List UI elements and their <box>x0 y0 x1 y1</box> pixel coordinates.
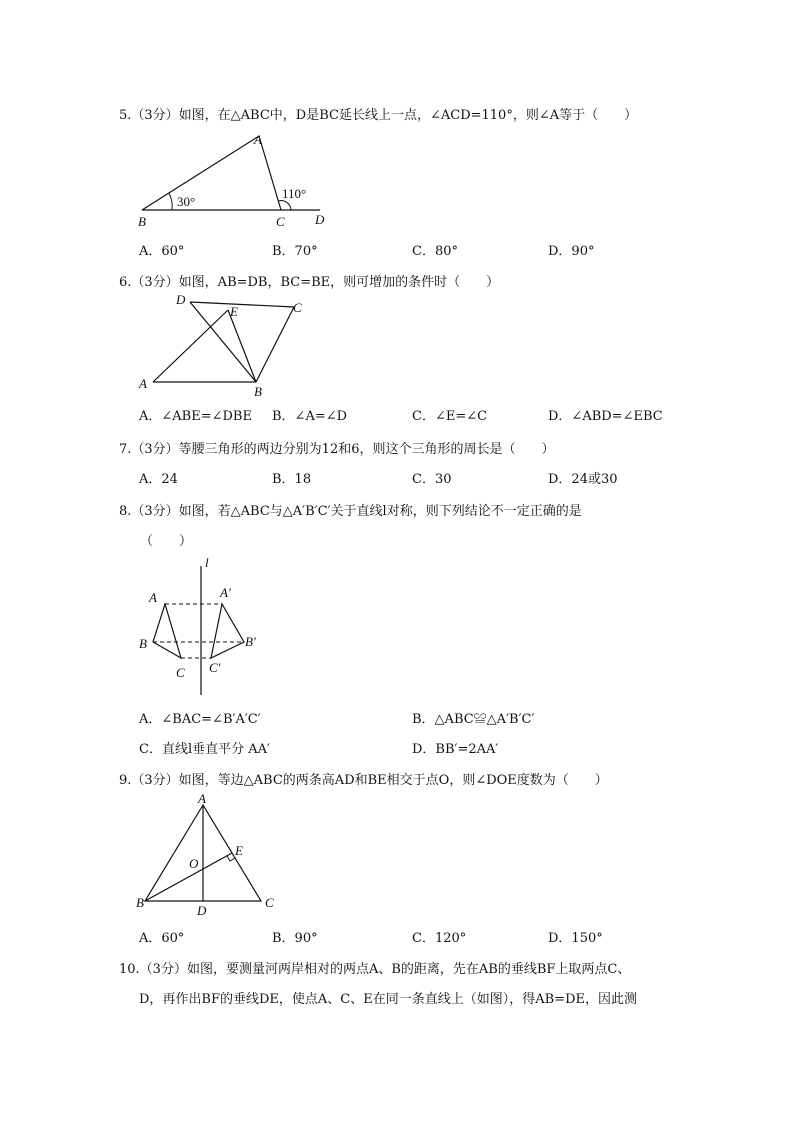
q7-option-b[interactable]: B．18 <box>272 472 312 487</box>
q5-label-D: D <box>315 212 325 227</box>
q8-label-A: A <box>149 590 157 605</box>
q6-label-B: B <box>254 384 262 399</box>
q9-label-A: A <box>198 791 206 806</box>
q5-option-a[interactable]: A．60° <box>139 244 185 259</box>
q9-label-E: E <box>235 843 243 858</box>
question-6-stem: 6.（3分）如图，AB=DB，BC=BE，则可增加的条件时（ ） <box>119 275 500 290</box>
q8-option-b[interactable]: B．△ABC≌△A′B′C′ <box>412 712 535 727</box>
q6-label-D: D <box>176 292 186 307</box>
q5-option-b[interactable]: B．70° <box>272 244 318 259</box>
question-10-line1: 10.（3分）如图，要测量河两岸相对的两点A、B的距离，先在AB的垂线BF上取两点C、 <box>119 962 631 977</box>
q9-option-b[interactable]: B．90° <box>272 931 318 946</box>
q5-option-d[interactable]: D．90° <box>548 244 595 259</box>
q8-option-d[interactable]: D．BB′=2AA′ <box>412 742 499 757</box>
q7-option-a[interactable]: A．24 <box>139 472 178 487</box>
question-10-line2: D，再作出BF的垂线DE，使点A、C、E在同一条直线上（如图），得AB=DE，因此测 <box>139 992 637 1007</box>
q6-option-c[interactable]: C．∠E=∠C <box>412 409 488 424</box>
q9-label-D: D <box>197 903 207 918</box>
question-7-stem: 7.（3分）等腰三角形的两边分别为12和6，则这个三角形的周长是（ ） <box>119 442 555 457</box>
q6-option-b[interactable]: B．∠A=∠D <box>272 409 348 424</box>
q5-option-c[interactable]: C．80° <box>412 244 458 259</box>
q6-option-d[interactable]: D．∠ABD=∠EBC <box>548 409 663 424</box>
q9-option-d[interactable]: D．150° <box>548 931 603 946</box>
q5-label-C: C <box>276 214 285 229</box>
q6-label-A: A <box>139 376 147 391</box>
q8-label-B-prime: B′ <box>245 634 256 649</box>
question-5-figure <box>132 128 342 230</box>
question-8-stem-line2: （ ） <box>140 534 193 549</box>
q8-option-c[interactable]: C．直线l垂直平分 AA′ <box>139 742 270 757</box>
q8-label-A-prime: A′ <box>220 585 231 600</box>
q9-option-a[interactable]: A．60° <box>139 931 185 946</box>
q8-label-C-prime: C′ <box>209 660 221 675</box>
question-8-figure <box>132 552 272 700</box>
question-9-stem: 9.（3分）如图，等边△ABC的两条高AD和BE相交于点O，则∠DOE度数为（ ） <box>119 773 608 788</box>
q9-label-C: C <box>265 895 274 910</box>
question-6-figure <box>132 290 322 402</box>
q5-angle-acd-label: 110° <box>282 186 307 201</box>
q6-label-E: E <box>230 304 238 319</box>
question-5-stem: 5.（3分）如图，在△ABC中，D是BC延长线上一点，∠ACD=110°，则∠A等于（ ） <box>119 108 638 123</box>
q7-option-d[interactable]: D．24或30 <box>548 472 618 487</box>
q9-option-c[interactable]: C．120° <box>412 931 467 946</box>
q9-label-B: B <box>136 895 144 910</box>
q7-option-c[interactable]: C．30 <box>412 472 452 487</box>
q8-label-l: l <box>205 555 209 570</box>
q8-label-B: B <box>139 636 147 651</box>
question-9-figure <box>132 790 282 920</box>
q9-label-O: O <box>189 856 199 871</box>
q8-option-a[interactable]: A．∠BAC=∠B′A′C′ <box>139 712 261 727</box>
q5-angle-b-label: 30° <box>177 194 196 209</box>
q8-label-C: C <box>176 665 185 680</box>
q6-label-C: C <box>293 300 302 315</box>
q5-label-A: A <box>254 132 262 147</box>
q6-option-a[interactable]: A．∠ABE=∠DBE <box>139 409 252 424</box>
question-8-stem-line1: 8.（3分）如图，若△ABC与△A′B′C′关于直线l对称，则下列结论不一定正确的是 <box>119 504 582 519</box>
q5-label-B: B <box>138 214 146 229</box>
